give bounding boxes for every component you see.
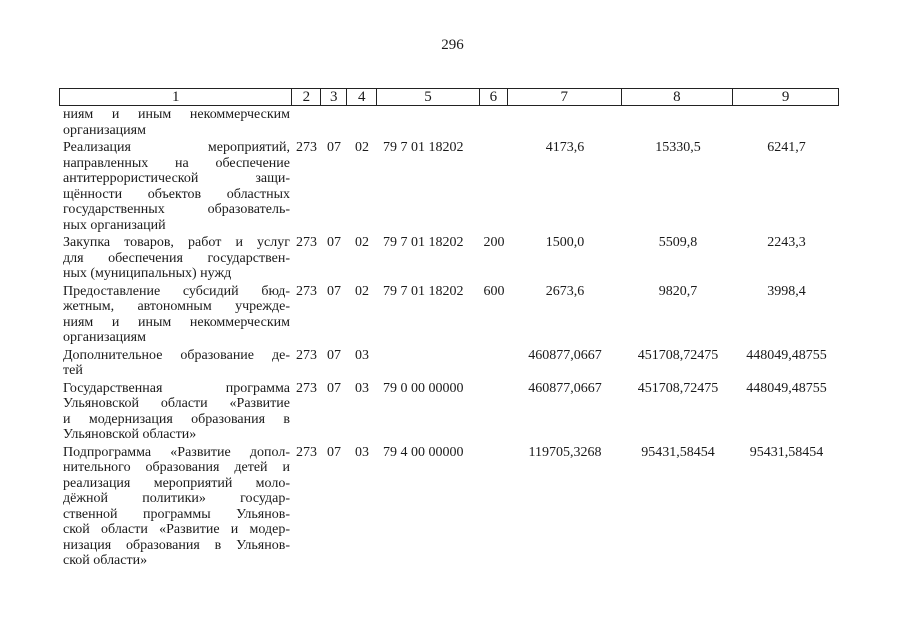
- row-name-line: и модернизация образования в: [63, 411, 290, 427]
- row-col-6: [480, 107, 508, 138]
- row-name-line: ственной программы Ульянов-: [63, 506, 290, 522]
- row-col-3: 07: [327, 140, 341, 155]
- row-col-5: 79 7 01 18202: [383, 235, 464, 250]
- row-name-line: ской области»: [63, 553, 148, 568]
- row-col-5: 79 7 01 18202: [383, 283, 464, 299]
- row-col-7: 2673,6: [545, 283, 585, 299]
- row-name-line: Подпрограмма «Развитие допол-: [63, 444, 290, 460]
- row-col-8: [622, 107, 734, 138]
- row-col-3: 07: [327, 347, 341, 363]
- row-col-4: 02: [355, 283, 369, 299]
- row-name-line: Дополнительное образование де-: [63, 347, 290, 363]
- row-col-9: 2243,3: [767, 235, 806, 250]
- row-col-2: 273: [296, 140, 317, 155]
- page-number: 296: [441, 37, 464, 53]
- row-col-4: 02: [355, 140, 369, 155]
- row-col-6: [480, 445, 508, 569]
- row-col-6: 600: [483, 283, 505, 299]
- row-name-line: реализация мероприятий моло-: [63, 475, 290, 491]
- row-col-7: 119705,3268: [528, 444, 602, 460]
- row-col-2: 273: [296, 380, 317, 396]
- row-name-line: нительного образования детей и: [63, 460, 290, 475]
- table-body: [59, 107, 839, 569]
- row-name-line: Закупка товаров, работ и услуг: [63, 235, 290, 250]
- row-col-6: [480, 140, 508, 233]
- row-col-4: [347, 107, 377, 138]
- row-name-line: ных организаций: [63, 217, 166, 233]
- row-name-line: Государственная программа: [63, 380, 290, 396]
- row-col-9: 3998,4: [767, 283, 806, 299]
- table-row: [59, 140, 839, 233]
- row-col-4: 03: [355, 347, 369, 363]
- header-col-8: 8: [622, 89, 734, 105]
- row-name: [59, 284, 292, 346]
- row-name-line: Ульяновской области»: [63, 427, 197, 442]
- row-col-7: [508, 107, 622, 138]
- row-col-8: 95431,58454: [641, 444, 715, 460]
- row-name-line: ных (муниципальных) нужд: [63, 266, 232, 281]
- row-col-3: 07: [327, 235, 341, 250]
- row-col-9: [734, 107, 839, 138]
- row-name-line: ниям и иным некоммерческим: [63, 314, 290, 330]
- row-col-4: 02: [355, 235, 369, 250]
- row-name-line: щённости объектов областных: [63, 186, 290, 202]
- row-col-6: [480, 381, 508, 443]
- row-name-line: дёжной политики» государ-: [63, 491, 290, 506]
- row-name-line: ской области «Развитие и модер-: [63, 522, 290, 537]
- row-col-2: [292, 107, 321, 138]
- row-col-2: 273: [296, 283, 317, 299]
- row-name-line: жетным, автономным учрежде-: [63, 299, 290, 314]
- row-name-line: направленных на обеспечение: [63, 155, 290, 171]
- row-name-line: антитеррористической защи-: [63, 171, 290, 186]
- row-name-line: для обеспечения государствен-: [63, 250, 290, 266]
- row-col-3: 07: [327, 283, 341, 299]
- header-col-5: 5: [377, 89, 480, 105]
- row-col-6: 200: [483, 235, 505, 250]
- row-col-9: 448049,48755: [746, 380, 827, 396]
- row-col-5: [377, 107, 480, 138]
- row-name-line: Реализация мероприятий,: [63, 140, 290, 155]
- row-name-line: тей: [63, 363, 83, 378]
- row-col-3: 07: [327, 380, 341, 396]
- row-col-7: 4173,6: [545, 140, 585, 155]
- row-name: [59, 107, 292, 138]
- row-col-8: 451708,72475: [637, 380, 719, 396]
- row-name: [59, 140, 292, 233]
- row-col-5: 79 7 01 18202: [383, 140, 464, 155]
- row-name: [59, 381, 292, 443]
- row-col-7: 1500,0: [545, 235, 585, 250]
- row-col-8: 15330,5: [655, 140, 701, 155]
- row-col-3: [321, 107, 347, 138]
- header-col-2: 2: [292, 89, 321, 105]
- row-col-5: 79 0 00 00000: [383, 380, 464, 396]
- table-row: [59, 107, 839, 138]
- row-name: [59, 348, 292, 379]
- row-col-9: 448049,48755: [746, 347, 827, 363]
- row-col-2: 273: [296, 235, 317, 250]
- table-row: [59, 381, 839, 443]
- row-col-7: 460877,0667: [528, 380, 602, 396]
- row-name-line: Ульяновской области «Развитие: [63, 396, 290, 411]
- row-col-6: [480, 348, 508, 379]
- row-col-4: 03: [355, 444, 369, 460]
- header-col-6: 6: [480, 89, 508, 105]
- row-col-2: 273: [296, 444, 317, 460]
- row-name: [59, 445, 292, 569]
- row-col-8: 451708,72475: [637, 347, 719, 363]
- row-col-9: 95431,58454: [749, 444, 824, 460]
- table-row: [59, 235, 839, 282]
- row-col-4: 03: [355, 380, 369, 396]
- row-col-2: 273: [296, 347, 317, 363]
- header-col-1: 1: [60, 89, 292, 105]
- row-col-7: 460877,0667: [528, 347, 602, 363]
- header-col-4: 4: [347, 89, 377, 105]
- header-col-3: 3: [321, 89, 347, 105]
- row-col-8: 9820,7: [658, 283, 698, 299]
- row-name-line: организациям: [63, 122, 146, 138]
- table-row: [59, 445, 839, 569]
- table-row: [59, 284, 839, 346]
- row-col-5: 79 4 00 00000: [383, 444, 464, 460]
- row-col-5: [377, 348, 480, 379]
- row-name-line: низация образования в Ульянов-: [63, 537, 290, 553]
- row-col-9: 6241,7: [767, 140, 806, 155]
- header-col-9: 9: [781, 89, 790, 105]
- row-name: [59, 235, 292, 282]
- table-header: [59, 88, 839, 106]
- row-name-line: ниям и иным некоммерческим: [63, 107, 290, 122]
- row-col-3: 07: [327, 444, 341, 460]
- row-col-8: 5509,8: [658, 235, 698, 250]
- row-name-line: организациям: [63, 330, 146, 345]
- table-row: [59, 348, 839, 379]
- row-name-line: Предоставление субсидий бюд-: [63, 283, 290, 299]
- row-name-line: государственных образователь-: [63, 202, 290, 217]
- header-col-7: 7: [508, 89, 622, 105]
